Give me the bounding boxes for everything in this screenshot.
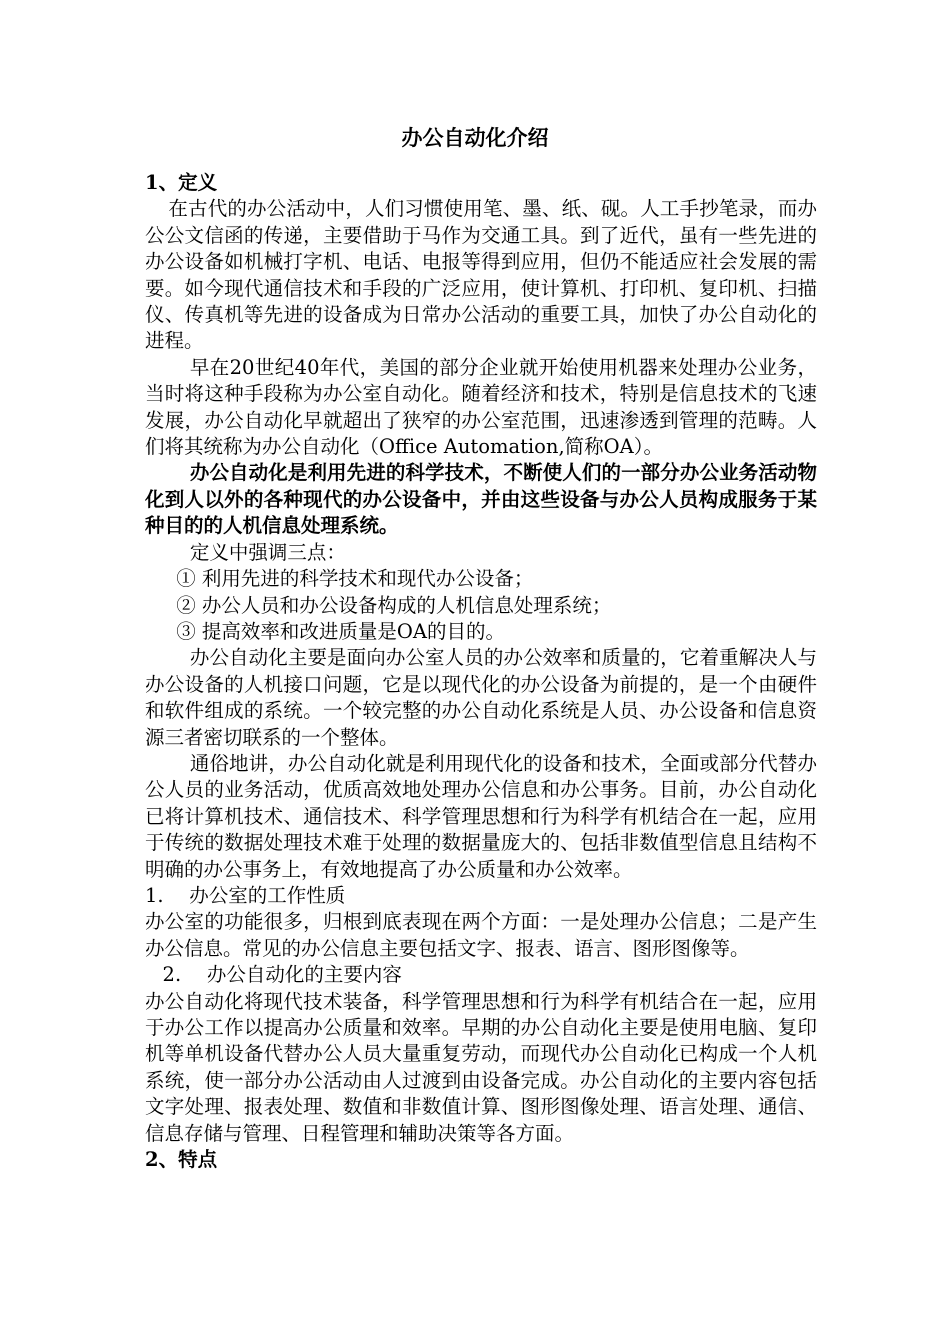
emphasis-item: ② 办公人员和办公设备构成的人机信息处理系统； [176, 593, 612, 617]
paragraph-interface: 办公自动化主要是面向办公室人员的办公效率和质量的，它着重解决人与办公设备的人机接口问题，它是以现代化的办公设备为前提的，是一个由硬件和软件组成的系统。一个较完整的办公自动化系统是人员、办公设备和信息资源三者密切联系的一个整体。 [145, 646, 817, 749]
definition-statement: 办公自动化是利用先进的科学技术，不断使人们的一部分办公业务活动物化到人以外的各种现代的办公设备中，并由这些设备与办公人员构成服务于某种目的的人机信息处理系统。 [145, 461, 817, 538]
subsection-heading-office-nature: 1. 办公室的工作性质 [145, 883, 346, 907]
emphasis-intro: 定义中强调三点： [189, 540, 346, 564]
emphasis-item: ① 利用先进的科学技术和现代办公设备； [176, 567, 534, 591]
section-heading-definition: 1、定义 [145, 171, 218, 194]
paragraph-plain-terms: 通俗地讲，办公自动化就是利用现代化的设备和技术，全面或部分代替办公人员的业务活动，优质高效地处理办公信息和办公事务。目前，办公自动化已将计算机技术、通信技术、科学管理思想和行为科学有机结合在一起，应用于传统的数据处理技术难于处理的数据量庞大的、包括非数值型信息且结构不明确的办公事务上，有效地提高了办公质量和办公效率。 [145, 751, 817, 881]
section-heading-features: 2、特点 [145, 1148, 218, 1172]
emphasis-item: ③ 提高效率和改进质量是OA的目的。 [176, 619, 505, 643]
subsection-heading-main-content: 2. 办公自动化的主要内容 [162, 963, 402, 987]
paragraph-history: 在古代的办公活动中，人们习惯使用笔、墨、纸、砚。人工手抄笔录，而办公公文信函的传递，主要借助于马作为交通工具。到了近代，虽有一些先进的办公设备如机械打字机、电话、电报等得到应用，但仍不能适应社会发展的需要。如今现代通信技术和手段的广泛应用，使计算机、打印机、复印机、扫描仪、传真机等先进的设备成为日常办公活动的重要工具，加快了办公自动化的进程。 [145, 197, 817, 353]
paragraph-main-content: 办公自动化将现代技术装备，科学管理思想和行为科学有机结合在一起，应用于办公工作以提高办公质量和效率。早期的办公自动化主要是使用电脑、复印机等单机设备代替办公人员大量重复劳动，而现代办公自动化已构成一个人机系统，使一部分办公活动由人过渡到由设备完成。办公自动化的主要内容包括文字处理、报表处理、数值和非数值计算、图形图像处理、语言处理、通信、信息存储与管理、日程管理和辅助决策等各方面。 [145, 989, 817, 1145]
paragraph-origin: 早在20世纪40年代，美国的部分企业就开始使用机器来处理办公业务，当时将这种手段称为办公室自动化。随着经济和技术，特别是信息技术的飞速发展，办公自动化早就超出了狭窄的办公室范围，迅速渗透到管理的范畴。人们将其统称为办公自动化（Office Automation,简称OA）。 [145, 355, 817, 459]
paragraph-office-nature: 办公室的功能很多，归根到底表现在两个方面：一是处理办公信息；二是产生办公信息。常见的办公信息主要包括文字、报表、语言、图形图像等。 [145, 910, 817, 960]
document-body [145, 170, 817, 1173]
document-title: 办公自动化介绍 [401, 125, 549, 150]
